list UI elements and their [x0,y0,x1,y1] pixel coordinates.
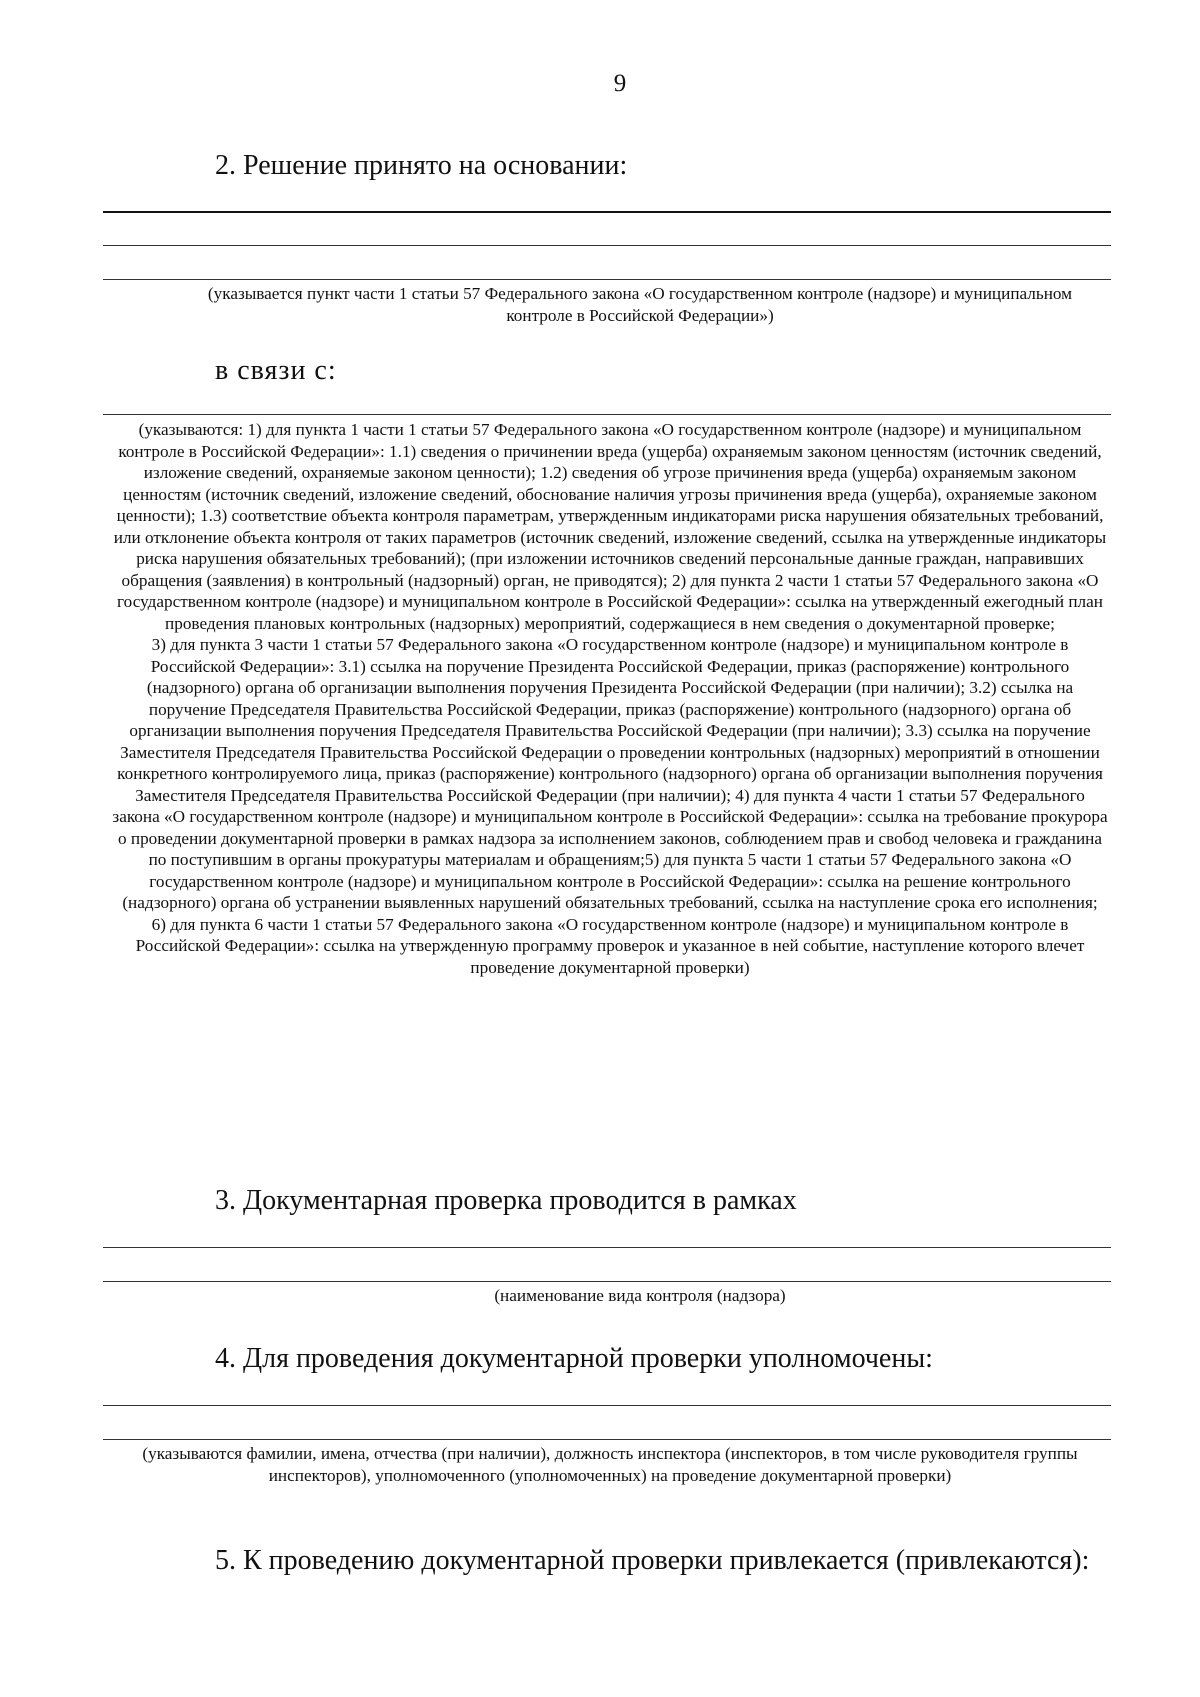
fill-line [103,1439,1111,1440]
page-number: 9 [613,70,627,97]
fill-line [103,279,1111,280]
details-paragraph-2: 3) для пункта 3 части 1 статьи 57 Федерального закона «О государственном контроле (надзоре) и муниципальном контроле в Российской Федерации»: 3.1) ссылка на поручение Президента Российской Федерации, приказ (распоряжение) контрольного (надзорного) органа об организации выполнения поручения Президента Российской Федерации (при наличии); 3.2) ссылка на поручение Председателя Правительства Российской Федерации, приказ (распоряжение) контрольного (надзорного) органа об организации выполнения поручения Председателя Правительства Российской Федерации (при наличии); 3.3) ссылка на поручение Заместителя Председателя Правительства Российской Федерации о проведении контрольных (надзорных) мероприятий в отношении конкретного контролируемого лица, приказ (распоряжение) контрольного (надзорного) органа об организации выполнения поручения Заместителя Председателя Правительства Российской Федерации (при наличии); 4) для пункта 4 части 1 статьи 57 Федерального закона «О государственном контроле (надзоре) и муниципальном контроле в Российской Федерации»: ссылка на требование прокурора о проведении документарной проверки в рамках надзора за исполнением законов, соблюдением прав и свобод человека и гражданина по поступившим в органы прокуратуры материалам и обращениям;5) для пункта 5 части 1 статьи 57 Федерального закона «О государственном контроле (надзоре) и муниципальном контроле в Российской Федерации»: ссылка на решение контрольного (надзорного) органа об устранении выявленных нарушений обязательных требований, ссылка на наступление срока его исполнения; [112,635,1108,912]
fill-line [103,211,1111,213]
details-paragraph-3: 6) для пункта 6 части 1 статьи 57 Федерального закона «О государственном контроле (надзоре) и муниципальном контроле в Российской Федерации»: ссылка на утвержденную программу проверок и указанное в ней событие, наступление которого влечет проведение документарной проверки) [135,914,1085,977]
fill-line [103,414,1111,415]
section-4-heading: 4. Для проведения документарной проверки уполномочены: [215,1343,933,1374]
section-2-details-note [110,419,1110,978]
section-3-note: (наименование вида контроля (надзора) [494,1286,786,1305]
section-4-note: (указываются фамилии, имена, отчества (при наличии), должность инспектора (инспекторов, в том числе руководителя группы инспекторов), уполномоченного (уполномоченных) на проведение документарной проверки) [142,1444,1078,1485]
section-3-heading: 3. Документарная проверка проводится в рамках [215,1185,797,1216]
details-paragraph-1: (указываются: 1) для пункта 1 части 1 статьи 57 Федерального закона «О государственном контроле (надзоре) и муниципальном контроле в Российской Федерации»: 1.1) сведения о причинении вреда (ущерба) охраняемым законом ценностям (источник сведений, изложение сведений, охраняемые законом ценности); 1.2) сведения об угрозе причинения вреда (ущерба) охраняемым законом ценностям (источник сведений, изложение сведений, обоснование наличия угрозы причинения вреда (ущерба), охраняемые законом ценности); 1.3) соответствие объекта контроля параметрам, утвержденным индикаторами риска нарушения обязательных требований, или отклонение объекта контроля от таких параметров (источник сведений, изложение сведений, ссылка на утвержденные индикаторы риска нарушения обязательных требований); (при изложении источников сведений персональные данные граждан, направивших обращения (заявления) в контрольный (надзорный) орган, не приводятся); 2) для пункта 2 части 1 статьи 57 Федерального закона «О государственном контроле (надзоре) и муниципальном контроле в Российской Федерации»: ссылка на утвержденный ежегодный план проведения плановых контрольных (надзорных) мероприятий, содержащиеся в нем сведения о документарной проверке; [113,420,1107,633]
fill-line [103,1247,1111,1248]
fill-line [103,1405,1111,1406]
section-2-basis-note: (указывается пункт части 1 статьи 57 Федерального закона «О государственном контроле (надзоре) и муниципальном контроле в Российской Федерации») [207,284,1073,325]
in-connection-label: в связи с: [215,355,337,386]
section-2-heading: 2. Решение принято на основании: [215,150,628,181]
section-5-heading: 5. К проведению документарной проверки привлекается (привлекаются): [215,1545,1090,1576]
fill-line [103,245,1111,246]
fill-line [103,1281,1111,1282]
